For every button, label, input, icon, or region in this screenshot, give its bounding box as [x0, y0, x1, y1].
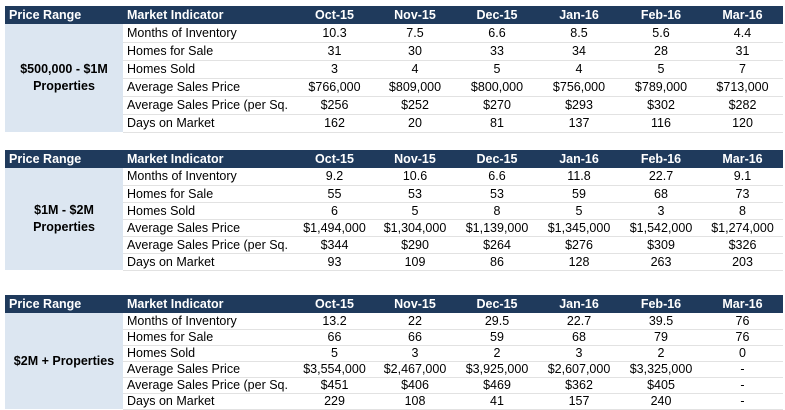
value-cell: 263	[620, 253, 702, 270]
indicator-cell: Homes for Sale	[123, 42, 295, 60]
header-market-indicator: Market Indicator	[123, 295, 295, 313]
indicator-cell: Days on Market	[123, 393, 295, 409]
value-cell: $451	[295, 377, 374, 393]
value-cell: 53	[456, 185, 538, 202]
value-cell: 3	[374, 345, 456, 361]
indicator-cell: Average Sales Price (per Sq.	[123, 236, 295, 253]
value-cell: 229	[295, 393, 374, 409]
value-cell: $1,542,000	[620, 219, 702, 236]
value-cell: 10.6	[374, 168, 456, 185]
value-cell: 7.5	[374, 24, 456, 42]
value-cell: 31	[295, 42, 374, 60]
value-cell: $326	[702, 236, 783, 253]
table-row	[5, 313, 783, 329]
value-cell: 7	[702, 60, 783, 78]
market-table	[5, 6, 783, 133]
price-range-label: $500,000 - $1M	[20, 62, 108, 76]
indicator-cell: Average Sales Price (per Sq.	[123, 377, 295, 393]
header-month: Oct-15	[295, 295, 374, 313]
value-cell: -	[702, 393, 783, 409]
table-row	[5, 168, 783, 185]
value-cell: 162	[295, 114, 374, 132]
value-cell: 9.1	[702, 168, 783, 185]
header-market-indicator: Market Indicator	[123, 150, 295, 168]
value-cell: 6.6	[456, 168, 538, 185]
header-month: Mar-16	[702, 295, 783, 313]
value-cell: 0	[702, 345, 783, 361]
header-month: Nov-15	[374, 295, 456, 313]
value-cell: 79	[620, 329, 702, 345]
price-range-label: $2M + Properties	[13, 353, 115, 368]
table-row	[5, 24, 783, 42]
header-month: Feb-16	[620, 295, 702, 313]
value-cell: 66	[374, 329, 456, 345]
value-cell: 5	[620, 60, 702, 78]
indicator-cell: Homes Sold	[123, 345, 295, 361]
value-cell: 3	[538, 345, 620, 361]
value-cell: 3	[620, 202, 702, 219]
header-month: Dec-15	[456, 295, 538, 313]
indicator-cell: Homes for Sale	[123, 185, 295, 202]
value-cell: 5	[295, 345, 374, 361]
value-cell: 31	[702, 42, 783, 60]
value-cell: 203	[702, 253, 783, 270]
value-cell: 109	[374, 253, 456, 270]
value-cell: 68	[620, 185, 702, 202]
indicator-cell: Homes for Sale	[123, 329, 295, 345]
value-cell: 66	[295, 329, 374, 345]
value-cell: 76	[702, 313, 783, 329]
value-cell: 240	[620, 393, 702, 409]
header-price-range: Price Range	[5, 6, 123, 24]
value-cell: 30	[374, 42, 456, 60]
value-cell: $252	[374, 96, 456, 114]
value-cell: $344	[295, 236, 374, 253]
value-cell: $1,304,000	[374, 219, 456, 236]
price-range-label: $1M - $2M	[34, 203, 94, 217]
value-cell: 4	[374, 60, 456, 78]
header-month: Oct-15	[295, 6, 374, 24]
value-cell: 33	[456, 42, 538, 60]
value-cell: 59	[456, 329, 538, 345]
price-range-cell	[5, 168, 123, 270]
value-cell: $405	[620, 377, 702, 393]
indicator-cell: Average Sales Price	[123, 219, 295, 236]
value-cell: 76	[702, 329, 783, 345]
value-cell: 4.4	[702, 24, 783, 42]
header-month: Feb-16	[620, 150, 702, 168]
value-cell: $293	[538, 96, 620, 114]
table-header-row	[5, 150, 783, 168]
value-cell: 93	[295, 253, 374, 270]
header-month: Dec-15	[456, 150, 538, 168]
value-cell: 128	[538, 253, 620, 270]
value-cell: 108	[374, 393, 456, 409]
value-cell: $789,000	[620, 78, 702, 96]
value-cell: $406	[374, 377, 456, 393]
header-month: Jan-16	[538, 6, 620, 24]
value-cell: 6	[295, 202, 374, 219]
value-cell: $2,607,000	[538, 361, 620, 377]
value-cell: $800,000	[456, 78, 538, 96]
header-month: Jan-16	[538, 150, 620, 168]
value-cell: -	[702, 377, 783, 393]
value-cell: 20	[374, 114, 456, 132]
value-cell: 28	[620, 42, 702, 60]
indicator-cell: Average Sales Price (per Sq.	[123, 96, 295, 114]
value-cell: $282	[702, 96, 783, 114]
value-cell: 120	[702, 114, 783, 132]
value-cell: 2	[456, 345, 538, 361]
price-range-cell	[5, 313, 123, 409]
value-cell: 10.3	[295, 24, 374, 42]
header-market-indicator: Market Indicator	[123, 6, 295, 24]
value-cell: 22	[374, 313, 456, 329]
value-cell: 137	[538, 114, 620, 132]
indicator-cell: Months of Inventory	[123, 313, 295, 329]
value-cell: 5	[374, 202, 456, 219]
value-cell: 68	[538, 329, 620, 345]
value-cell: 59	[538, 185, 620, 202]
value-cell: 8	[456, 202, 538, 219]
value-cell: 39.5	[620, 313, 702, 329]
value-cell: $469	[456, 377, 538, 393]
market-table	[5, 295, 783, 410]
value-cell: 86	[456, 253, 538, 270]
value-cell: 81	[456, 114, 538, 132]
price-range-label-line2: Properties	[33, 79, 95, 93]
price-range-label-line2: Properties	[33, 220, 95, 234]
indicator-cell: Average Sales Price	[123, 361, 295, 377]
value-cell: $1,139,000	[456, 219, 538, 236]
table-header-row	[5, 295, 783, 313]
header-month: Nov-15	[374, 150, 456, 168]
indicator-cell: Months of Inventory	[123, 24, 295, 42]
value-cell: 73	[702, 185, 783, 202]
indicator-cell: Average Sales Price	[123, 78, 295, 96]
value-cell: $256	[295, 96, 374, 114]
value-cell: $1,274,000	[702, 219, 783, 236]
value-cell: $3,554,000	[295, 361, 374, 377]
value-cell: 116	[620, 114, 702, 132]
value-cell: 55	[295, 185, 374, 202]
header-price-range: Price Range	[5, 150, 123, 168]
header-month: Feb-16	[620, 6, 702, 24]
value-cell: $766,000	[295, 78, 374, 96]
value-cell: 6.6	[456, 24, 538, 42]
value-cell: $276	[538, 236, 620, 253]
value-cell: $2,467,000	[374, 361, 456, 377]
value-cell: $3,325,000	[620, 361, 702, 377]
value-cell: 5	[538, 202, 620, 219]
header-month: Dec-15	[456, 6, 538, 24]
value-cell: $756,000	[538, 78, 620, 96]
value-cell: 41	[456, 393, 538, 409]
indicator-cell: Homes Sold	[123, 202, 295, 219]
value-cell: 8	[702, 202, 783, 219]
value-cell: 2	[620, 345, 702, 361]
value-cell: 157	[538, 393, 620, 409]
price-range-cell	[5, 24, 123, 132]
value-cell: 5.6	[620, 24, 702, 42]
value-cell: $290	[374, 236, 456, 253]
table-header-row	[5, 6, 783, 24]
header-month: Mar-16	[702, 150, 783, 168]
value-cell: $1,494,000	[295, 219, 374, 236]
header-month: Nov-15	[374, 6, 456, 24]
value-cell: $302	[620, 96, 702, 114]
value-cell: 53	[374, 185, 456, 202]
market-table	[5, 150, 783, 271]
value-cell: $1,345,000	[538, 219, 620, 236]
value-cell: 34	[538, 42, 620, 60]
indicator-cell: Days on Market	[123, 114, 295, 132]
value-cell: 29.5	[456, 313, 538, 329]
value-cell: $309	[620, 236, 702, 253]
value-cell: 4	[538, 60, 620, 78]
value-cell: 8.5	[538, 24, 620, 42]
value-cell: $264	[456, 236, 538, 253]
header-price-range: Price Range	[5, 295, 123, 313]
value-cell: $713,000	[702, 78, 783, 96]
value-cell: 22.7	[538, 313, 620, 329]
indicator-cell: Months of Inventory	[123, 168, 295, 185]
value-cell: 11.8	[538, 168, 620, 185]
indicator-cell: Homes Sold	[123, 60, 295, 78]
header-month: Jan-16	[538, 295, 620, 313]
value-cell: 13.2	[295, 313, 374, 329]
indicator-cell: Days on Market	[123, 253, 295, 270]
value-cell: 22.7	[620, 168, 702, 185]
value-cell: 5	[456, 60, 538, 78]
value-cell: $362	[538, 377, 620, 393]
header-month: Oct-15	[295, 150, 374, 168]
header-month: Mar-16	[702, 6, 783, 24]
value-cell: -	[702, 361, 783, 377]
value-cell: $809,000	[374, 78, 456, 96]
value-cell: $270	[456, 96, 538, 114]
value-cell: $3,925,000	[456, 361, 538, 377]
value-cell: 9.2	[295, 168, 374, 185]
value-cell: 3	[295, 60, 374, 78]
